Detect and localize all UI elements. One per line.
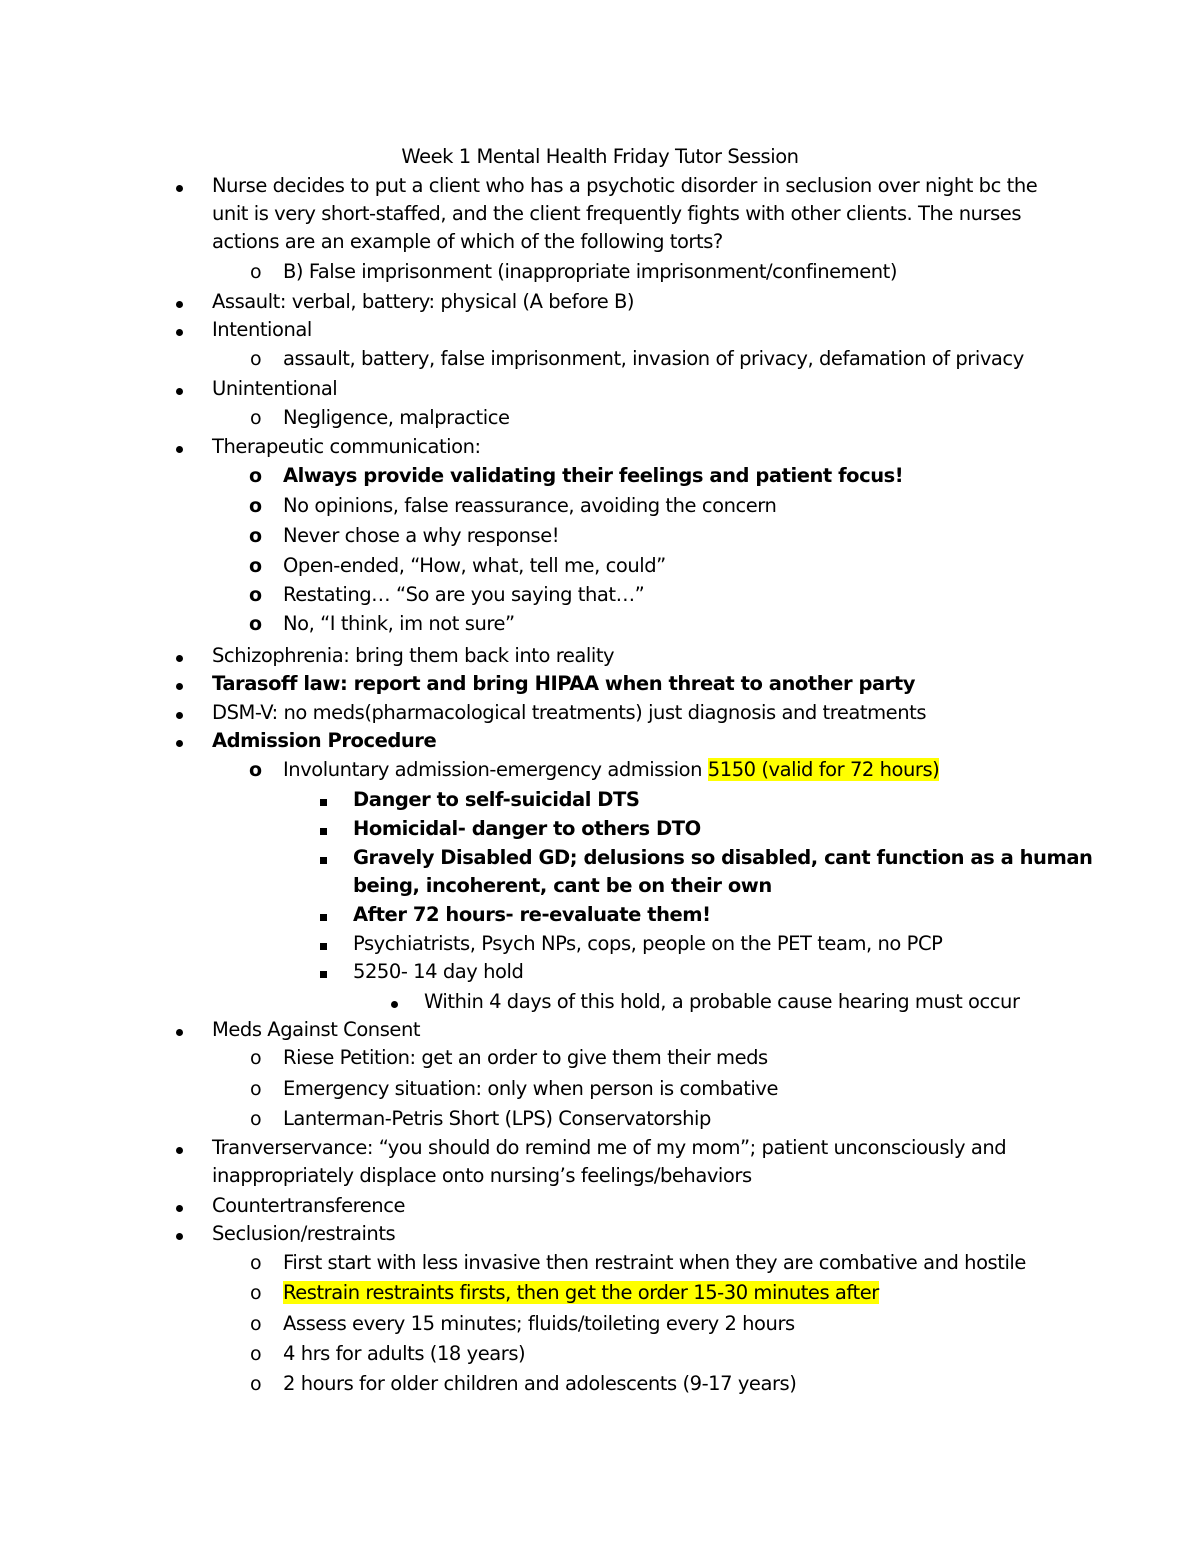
text-line: DSM-V: no meds(pharmacological treatments) just diagnosis and treatments [212,701,927,724]
text-line: Danger to self-suicidal DTS [353,788,640,811]
text-line: After 72 hours- re-evaluate them! [353,903,711,926]
text-line: Negligence, malpractice [283,406,510,429]
text-line: 2 hours for older children and adolescents (9-17 years) [283,1372,797,1395]
text-line: Countertransference [212,1194,406,1217]
text-line: Tarasoff law: report and bring HIPAA when threat to another party [212,672,915,695]
text-line: Nurse decides to put a client who has a psychotic disorder in seclusion over night bc the [212,174,1038,197]
text-line: B) False imprisonment (inappropriate imprisonment/confinement) [283,260,898,283]
bullet-square [320,815,327,843]
bullet-dot [176,727,183,755]
bullet-dot [176,288,183,316]
bullet-dot [176,433,183,461]
text-line: actions are an example of which of the following torts? [212,230,723,253]
text-segment: Involuntary admission-emergency admission [283,758,708,781]
bullet-dot [391,988,398,1016]
bullet-circle: o [250,348,262,370]
bullet-circle: o [250,1282,262,1304]
bullet-dot [176,172,183,200]
text-line: Lanterman-Petris Short (LPS) Conservatorship [283,1107,711,1130]
text-line: Assess every 15 minutes; fluids/toileting every 2 hours [283,1312,795,1335]
text-line: inappropriately displace onto nursing’s feelings/behaviors [212,1164,752,1187]
text-line: Therapeutic communication: [212,435,481,458]
bullet-circle: o [250,261,262,283]
bullet-dot [176,1192,183,1220]
bullet-square [320,930,327,958]
text-line: Never chose a why response! [283,524,560,547]
bullet-square [320,786,327,814]
text-line: Restating… “So are you saying that…” [283,583,645,606]
text-line: Within 4 days of this hold, a probable cause hearing must occur [424,990,1020,1013]
text-line: unit is very short-staffed, and the client frequently fights with other clients. The nurses [212,202,1022,225]
bullet-circle: o [250,1343,262,1365]
text-line: Homicidal- danger to others DTO [353,817,701,840]
bullet-circle: o [250,1108,262,1130]
text-line: Open-ended, “How, what, tell me, could” [283,554,666,577]
bullet-square [320,958,327,986]
text-line: No opinions, false reassurance, avoiding the concern [283,494,777,517]
text-line: Psychiatrists, Psych NPs, cops, people on the PET team, no PCP [353,932,943,955]
text-line: Always provide validating their feelings and patient focus! [283,464,904,487]
text-line [283,756,939,784]
bullet-dot [176,1220,183,1248]
page-title: Week 1 Mental Health Friday Tutor Session [401,145,799,168]
text-line: Intentional [212,318,312,341]
bullet-dot [176,642,183,670]
bullet-dot [176,1134,183,1162]
bullet-circle: o [250,407,262,429]
bullet-dot [176,670,183,698]
text-line: 4 hrs for adults (18 years) [283,1342,526,1365]
bullet-dot [176,699,183,727]
bullet-square [320,901,327,929]
bullet-dot [176,1016,183,1044]
bullet-circle: o [249,584,262,606]
bullet-circle: o [249,555,262,577]
bullet-circle: o [249,495,262,517]
text-line: Riese Petition: get an order to give them their meds [283,1046,768,1069]
text-line: Admission Procedure [212,729,437,752]
text-line: Gravely Disabled GD; delusions so disabled, cant function as a human [353,846,1093,869]
bullet-circle: o [249,759,262,781]
text-line: Emergency situation: only when person is combative [283,1077,779,1100]
text-line: Meds Against Consent [212,1018,421,1041]
text-line: assault, battery, false imprisonment, invasion of privacy, defamation of privacy [283,347,1024,370]
text-line: Assault: verbal, battery: physical (A before B) [212,290,635,313]
bullet-circle: o [250,1078,262,1100]
text-line: being, incoherent, cant be on their own [353,874,772,897]
bullet-circle: o [249,613,262,635]
text-line: 5250- 14 day hold [353,960,524,983]
bullet-circle: o [250,1313,262,1335]
highlighted-text: Restrain restraints firsts, then get the order 15-30 minutes after [283,1281,879,1304]
text-line: Unintentional [212,377,338,400]
bullet-circle: o [250,1252,262,1274]
bullet-square [320,844,327,872]
bullet-circle: o [250,1047,262,1069]
text-line: Seclusion/restraints [212,1222,396,1245]
text-line: Schizophrenia: bring them back into reality [212,644,615,667]
bullet-dot [176,316,183,344]
text-line [283,1279,879,1307]
text-line: No, “I think, im not sure” [283,612,515,635]
text-line: Tranverservance: “you should do remind me of my mom”; patient unconsciously and [212,1136,1007,1159]
bullet-circle: o [249,465,262,487]
highlighted-text: 5150 (valid for 72 hours) [707,758,940,781]
bullet-circle: o [250,1373,262,1395]
bullet-dot [176,375,183,403]
bullet-circle: o [249,525,262,547]
text-line: First start with less invasive then restraint when they are combative and hostile [283,1251,1026,1274]
